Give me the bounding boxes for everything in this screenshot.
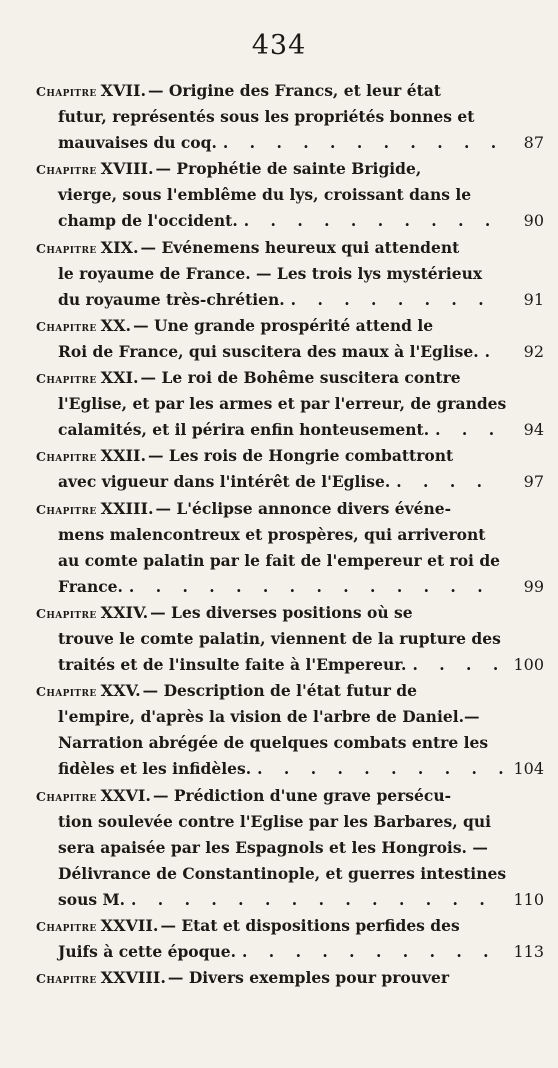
toc-entry-line: [36, 261, 544, 287]
toc-entry-line: [36, 965, 544, 991]
chapter-label: Chapitre: [36, 788, 97, 804]
chapter-label: Chapitre: [36, 919, 97, 934]
toc-entry: [36, 783, 544, 913]
toc-entry: [36, 443, 544, 495]
toc-entry: [36, 965, 544, 991]
toc-entry-line: [36, 287, 544, 313]
toc-entry: [36, 313, 544, 365]
page-reference: 104: [513, 759, 544, 779]
table-of-contents: [36, 78, 544, 991]
toc-entry-line: [36, 443, 544, 469]
chapter-title-text: le royaume de France. — Les trois lys mystérieux: [58, 263, 483, 283]
toc-entry-line: [36, 235, 544, 261]
chapter-numeral: XXVIII.: [100, 968, 166, 988]
toc-entry-line: [36, 208, 544, 234]
dot-leader: [125, 887, 504, 913]
chapter-numeral: XXI.: [100, 368, 139, 388]
chapter-title-text: l'empire, d'après la vision de l'arbre de Daniel.—: [58, 707, 480, 727]
dot-leader: [406, 652, 504, 678]
chapter-label: Chapitre: [36, 684, 97, 700]
toc-entry: [36, 78, 544, 156]
toc-entry-line: [36, 652, 544, 678]
chapter-numeral: XVIII.: [100, 159, 154, 179]
toc-entry-line: [36, 156, 544, 182]
chapter-title-text: mens malencontreux et prospères, qui arriveront: [58, 524, 486, 544]
chapter-label: Chapitre: [36, 971, 97, 987]
page-reference: 100: [513, 655, 544, 675]
chapter-label: Chapitre: [36, 501, 97, 517]
toc-entry-line: [36, 626, 544, 652]
chapter-title-text: — Divers exemples pour prouver: [167, 968, 450, 988]
toc-entry-line: [36, 574, 544, 600]
toc-entry-line: [36, 339, 544, 365]
chapter-title-text: — Le roi de Bohême suscitera contre: [140, 368, 461, 388]
toc-entry-line: [36, 548, 544, 574]
chapter-label: Chapitre: [36, 162, 97, 178]
page-reference: 97: [523, 472, 544, 492]
chapter-numeral: XXV.: [100, 681, 141, 701]
toc-entry-line: [36, 730, 544, 756]
chapter-label: Chapitre: [36, 318, 97, 334]
page-reference: 91: [523, 289, 544, 309]
chapter-label: Chapitre: [36, 371, 97, 387]
chapter-title-text: au comte palatin par le fait de l'empereur et roi de: [58, 550, 501, 570]
toc-entry-line: [36, 104, 544, 130]
chapter-title-text: champ de l'occident.: [58, 211, 238, 231]
chapter-title-text: — Les rois de Hongrie combattront: [148, 446, 454, 466]
chapter-title-text: — Prédiction d'une grave persécu-: [152, 785, 452, 805]
page-reference: 90: [523, 211, 544, 231]
chapter-numeral: XVII.: [100, 81, 147, 100]
toc-entry: [36, 913, 544, 965]
toc-entry-line: [36, 313, 544, 339]
chapter-label: Chapitre: [36, 240, 97, 256]
chapter-title-text: Juifs à cette époque.: [58, 942, 237, 962]
chapter-title-text: Délivrance de Constantinople, et guerres intestines: [58, 863, 507, 883]
chapter-title-text: — Les diverses positions où se: [150, 602, 413, 622]
chapter-title-text: trouve le comte palatin, viennent de la rupture des: [58, 628, 501, 648]
toc-entry: [36, 600, 544, 678]
dot-leader: [429, 417, 504, 443]
toc-entry-line: [36, 678, 544, 704]
chapter-title-text: — Origine des Francs, et leur état: [148, 81, 441, 100]
chapter-title-text: du royaume très-chrétien.: [58, 289, 285, 309]
chapter-label: Chapitre: [36, 84, 97, 99]
chapter-numeral: XXVI.: [100, 785, 151, 805]
toc-entry-line: [36, 522, 544, 548]
page-number: 434: [251, 30, 307, 61]
toc-entry: [36, 156, 544, 234]
chapter-numeral: XXVII.: [100, 916, 159, 935]
toc-entry-line: [36, 365, 544, 391]
toc-entry-line: [36, 861, 544, 887]
chapter-numeral: XIX.: [100, 237, 139, 257]
page-reference: 87: [523, 133, 544, 153]
toc-entry-line: [36, 391, 544, 417]
chapter-title-text: tion soulevée contre l'Eglise par les Barbares, qui: [58, 811, 491, 831]
toc-entry-line: [36, 469, 544, 495]
chapter-title-text: — Prophétie de sainte Brigide,: [155, 159, 422, 179]
chapter-numeral: XX.: [100, 315, 132, 335]
chapter-title-text: — Etat et dispositions perfides des: [160, 916, 460, 935]
chapter-label: Chapitre: [36, 449, 97, 465]
chapter-title-text: sera apaisée par les Espagnols et les Hongrois. —: [58, 837, 488, 857]
toc-entry-line: [36, 417, 544, 443]
chapter-title-text: — L'éclipse annonce divers événe-: [155, 498, 452, 518]
page-reference: 110: [513, 889, 544, 909]
dot-leader: [285, 287, 504, 313]
chapter-title-text: avec vigueur dans l'intérêt de l'Eglise.: [58, 472, 391, 492]
page-reference: 99: [523, 576, 544, 596]
toc-entry-line: [36, 78, 544, 104]
toc-entry-line: [36, 130, 544, 156]
chapter-label: Chapitre: [36, 605, 97, 621]
dot-leader: [251, 756, 504, 782]
toc-entry: [36, 496, 544, 600]
chapter-title-text: Narration abrégée de quelques combats entre les: [58, 733, 489, 753]
page-reference: 94: [523, 420, 544, 440]
chapter-title-text: France.: [58, 576, 123, 596]
chapter-title-text: futur, représentés sous les propriétés bonnes et: [58, 107, 475, 127]
page-reference: 92: [523, 341, 544, 361]
dot-leader: [479, 339, 504, 365]
toc-entry: [36, 235, 544, 313]
chapter-title-text: — Une grande prospérité attend le: [133, 315, 434, 335]
toc-entry-line: [36, 704, 544, 730]
dot-leader: [238, 208, 504, 234]
toc-entry-line: [36, 756, 544, 782]
toc-entry-line: [36, 913, 544, 939]
toc-entry-line: [36, 783, 544, 809]
dot-leader: [390, 469, 504, 495]
chapter-numeral: XXIII.: [100, 498, 154, 518]
toc-entry-line: [36, 600, 544, 626]
chapter-title-text: l'Eglise, et par les armes et par l'erreur, de grandes: [58, 394, 507, 414]
chapter-title-text: sous M.: [58, 889, 126, 909]
page-reference: 113: [513, 942, 544, 962]
toc-entry-line: [36, 887, 544, 913]
chapter-title-text: mauvaises du coq.: [58, 133, 217, 153]
chapter-title-text: vierge, sous l'emblême du lys, croissant dans le: [58, 185, 472, 205]
toc-entry: [36, 678, 544, 782]
toc-entry-line: [36, 809, 544, 835]
toc-entry-line: [36, 182, 544, 208]
chapter-title-text: — Description de l'état futur de: [142, 681, 417, 701]
chapter-title-text: calamités, et il périra enfin honteusement.: [58, 420, 430, 440]
toc-entry: [36, 365, 544, 443]
dot-leader: [217, 130, 504, 156]
chapter-title-text: — Evénemens heureux qui attendent: [140, 237, 460, 257]
chapter-numeral: XXIV.: [100, 602, 149, 622]
chapter-title-text: fidèles et les infidèles.: [58, 759, 252, 779]
toc-entry-line: [36, 939, 544, 965]
toc-entry-line: [36, 496, 544, 522]
dot-leader: [123, 574, 504, 600]
dot-leader: [236, 939, 504, 965]
chapter-title-text: traités et de l'insulte faite à l'Empereur.: [58, 655, 407, 675]
chapter-title-text: Roi de France, qui suscitera des maux à l'Eglise.: [58, 341, 479, 361]
chapter-numeral: XXII.: [100, 446, 147, 466]
toc-entry-line: [36, 835, 544, 861]
